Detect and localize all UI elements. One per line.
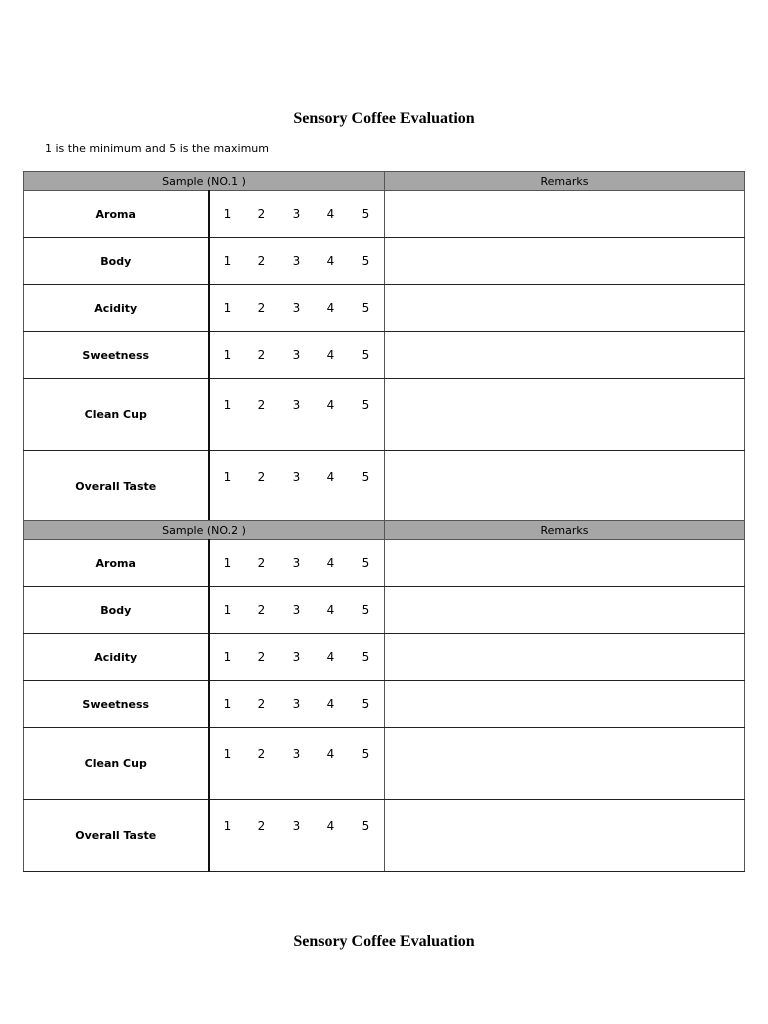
score-option[interactable]: 5 — [361, 747, 370, 761]
score-option[interactable]: 2 — [257, 301, 266, 315]
score-option[interactable]: 1 — [223, 650, 232, 664]
score-option[interactable]: 2 — [257, 556, 266, 570]
score-scale — [209, 332, 385, 379]
score-option[interactable]: 4 — [326, 207, 335, 221]
remarks-cell[interactable] — [385, 379, 745, 451]
remarks-cell[interactable] — [385, 451, 745, 523]
score-option[interactable]: 2 — [257, 348, 266, 362]
next-page-title: Sensory Coffee Evaluation — [293, 933, 475, 950]
score-option[interactable]: 4 — [326, 747, 335, 761]
score-scale — [209, 728, 385, 800]
score-option[interactable]: 3 — [292, 697, 301, 711]
score-option[interactable]: 1 — [223, 348, 232, 362]
score-option[interactable]: 1 — [223, 747, 232, 761]
score-scale — [209, 587, 385, 634]
remarks-cell[interactable] — [385, 634, 745, 681]
score-option[interactable]: 3 — [292, 603, 301, 617]
score-option[interactable]: 1 — [223, 301, 232, 315]
evaluation-table-sample-1 — [23, 171, 745, 523]
score-option[interactable]: 1 — [223, 819, 232, 833]
score-option[interactable]: 3 — [292, 254, 301, 268]
score-option[interactable]: 5 — [361, 254, 370, 268]
score-option[interactable]: 5 — [361, 301, 370, 315]
score-option[interactable]: 4 — [326, 603, 335, 617]
score-option[interactable]: 1 — [223, 207, 232, 221]
criterion-label: Sweetness — [24, 332, 209, 379]
score-option[interactable]: 3 — [292, 556, 301, 570]
score-option[interactable]: 5 — [361, 697, 370, 711]
score-option[interactable]: 3 — [292, 398, 301, 412]
score-scale — [209, 634, 385, 681]
score-option[interactable]: 4 — [326, 697, 335, 711]
score-option[interactable]: 1 — [223, 470, 232, 484]
remarks-cell[interactable] — [385, 800, 745, 872]
remarks-cell[interactable] — [385, 191, 745, 238]
criterion-label: Body — [24, 587, 209, 634]
criterion-label: Aroma — [24, 191, 209, 238]
remarks-header: Remarks — [385, 521, 745, 540]
table-row — [24, 285, 745, 332]
table-row — [24, 191, 745, 238]
score-option[interactable]: 5 — [361, 348, 370, 362]
score-option[interactable]: 1 — [223, 603, 232, 617]
score-option[interactable]: 3 — [292, 301, 301, 315]
score-scale — [209, 238, 385, 285]
criterion-label: Acidity — [24, 634, 209, 681]
remarks-cell[interactable] — [385, 285, 745, 332]
score-option[interactable]: 5 — [361, 819, 370, 833]
criterion-label: Acidity — [24, 285, 209, 332]
score-scale — [209, 191, 385, 238]
score-scale — [209, 379, 385, 451]
remarks-cell[interactable] — [385, 332, 745, 379]
table-row — [24, 332, 745, 379]
remarks-cell[interactable] — [385, 587, 745, 634]
score-option[interactable]: 1 — [223, 398, 232, 412]
criterion-label: Sweetness — [24, 681, 209, 728]
criterion-label: Aroma — [24, 540, 209, 587]
table-row — [24, 800, 745, 872]
table-row — [24, 379, 745, 451]
table-row — [24, 238, 745, 285]
score-option[interactable]: 3 — [292, 470, 301, 484]
score-option[interactable]: 4 — [326, 556, 335, 570]
score-option[interactable]: 5 — [361, 603, 370, 617]
score-option[interactable]: 3 — [292, 207, 301, 221]
score-option[interactable]: 5 — [361, 556, 370, 570]
sample-header: Sample (NO.1 ) — [24, 172, 385, 191]
score-option[interactable]: 4 — [326, 348, 335, 362]
score-option[interactable]: 4 — [326, 819, 335, 833]
criterion-label: Body — [24, 238, 209, 285]
table-header-row — [24, 521, 745, 540]
score-option[interactable]: 1 — [223, 254, 232, 268]
score-option[interactable]: 4 — [326, 254, 335, 268]
score-scale — [209, 800, 385, 872]
score-option[interactable]: 2 — [257, 603, 266, 617]
score-scale — [209, 451, 385, 523]
score-option[interactable]: 5 — [361, 470, 370, 484]
score-option[interactable]: 4 — [326, 470, 335, 484]
score-scale — [209, 681, 385, 728]
table-row — [24, 681, 745, 728]
score-option[interactable]: 3 — [292, 747, 301, 761]
score-option[interactable]: 4 — [326, 301, 335, 315]
criterion-label: Clean Cup — [24, 728, 209, 800]
score-option[interactable]: 3 — [292, 650, 301, 664]
score-option[interactable]: 2 — [257, 747, 266, 761]
score-option[interactable]: 3 — [292, 819, 301, 833]
score-option[interactable]: 2 — [257, 470, 266, 484]
table-row — [24, 540, 745, 587]
page-title: Sensory Coffee Evaluation — [293, 110, 475, 127]
remarks-cell[interactable] — [385, 681, 745, 728]
score-option[interactable]: 2 — [257, 650, 266, 664]
sample-header: Sample (NO.2 ) — [24, 521, 385, 540]
score-option[interactable]: 4 — [326, 398, 335, 412]
score-option[interactable]: 2 — [257, 819, 266, 833]
table-row — [24, 587, 745, 634]
criterion-label: Overall Taste — [24, 451, 209, 523]
remarks-header: Remarks — [385, 172, 745, 191]
criterion-label: Clean Cup — [24, 379, 209, 451]
remarks-cell[interactable] — [385, 238, 745, 285]
scale-instruction: 1 is the minimum and 5 is the maximum — [45, 142, 269, 155]
table-row — [24, 728, 745, 800]
score-option[interactable]: 2 — [257, 207, 266, 221]
score-option[interactable]: 2 — [257, 398, 266, 412]
score-scale — [209, 540, 385, 587]
score-option[interactable]: 2 — [257, 697, 266, 711]
score-option[interactable]: 1 — [223, 556, 232, 570]
score-option[interactable]: 4 — [326, 650, 335, 664]
score-option[interactable]: 5 — [361, 398, 370, 412]
score-option[interactable]: 2 — [257, 254, 266, 268]
score-option[interactable]: 1 — [223, 697, 232, 711]
evaluation-table-sample-2 — [23, 520, 745, 872]
table-row — [24, 451, 745, 523]
score-scale — [209, 285, 385, 332]
table-header-row — [24, 172, 745, 191]
criterion-label: Overall Taste — [24, 800, 209, 872]
table-row — [24, 634, 745, 681]
score-option[interactable]: 3 — [292, 348, 301, 362]
remarks-cell[interactable] — [385, 540, 745, 587]
remarks-cell[interactable] — [385, 728, 745, 800]
score-option[interactable]: 5 — [361, 207, 370, 221]
score-option[interactable]: 5 — [361, 650, 370, 664]
